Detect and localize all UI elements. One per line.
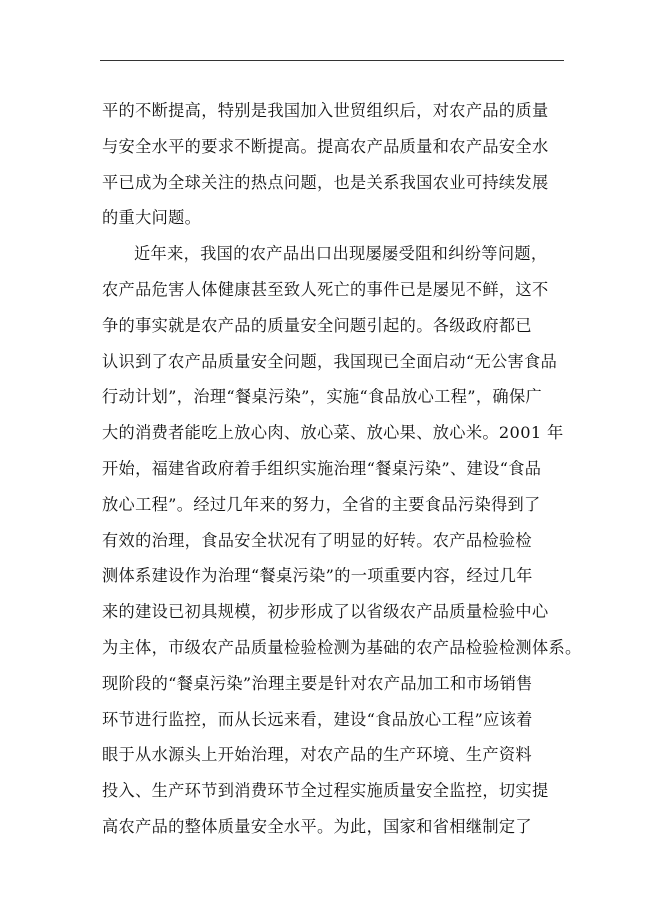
text-line: 有效的治理，食品安全状况有了明显的好转。农产品检验检 — [102, 530, 532, 550]
document-body — [102, 93, 582, 845]
text-line: 眼于从水源头上开始治理，对农产品的生产环境、生产资料 — [102, 745, 532, 765]
text-line: 的重大问题。 — [102, 208, 202, 228]
text-line: 平已成为全球关注的热点问题，也是关系我国农业可持续发展 — [102, 172, 549, 192]
text-line: 放心工程”。经过几年来的努力，全省的主要食品污染得到了 — [102, 494, 541, 514]
text-line: 大的消费者能吃上放心肉、放心菜、放心果、放心米。2001 年 — [102, 423, 564, 443]
text-line: 投入、生产环节到消费环节全过程实施质量安全监控，切实提 — [102, 781, 549, 801]
paragraph-start-line: 近年来，我国的农产品出口出现屡屡受阻和纠纷等问题， — [134, 244, 548, 264]
text-line: 行动计划”，治理“餐桌污染”，实施“食品放心工程”，确保广 — [102, 387, 543, 407]
text-line: 环节进行监控，而从长远来看，建设“食品放心工程”应该着 — [102, 709, 533, 729]
text-line: 来的建设已初具规模，初步形成了以省级农产品质量检验中心 — [102, 602, 549, 622]
header-rule — [100, 60, 564, 61]
text-line: 高农产品的整体质量安全水平。为此，国家和省相继制定了 — [102, 816, 532, 836]
text-line: 认识到了农产品质量安全问题，我国现已全面启动“无公害食品 — [102, 351, 558, 371]
text-line: 开始，福建省政府着手组织实施治理“餐桌污染”、建设“食品 — [102, 458, 542, 478]
text-line: 农产品危害人体健康甚至致人死亡的事件已是屡见不鲜，这不 — [102, 279, 549, 299]
text-line: 测体系建设作为治理“餐桌污染”的一项重要内容，经过几年 — [102, 566, 533, 586]
text-line: 为主体，市级农产品质量检验检测为基础的农产品检验检测体系。 — [102, 637, 582, 657]
text-line: 争的事实就是农产品的质量安全问题引起的。各级政府都已 — [102, 315, 532, 335]
text-line: 与安全水平的要求不断提高。提高农产品质量和农产品安全水 — [102, 136, 549, 156]
text-line: 现阶段的“餐桌污染”治理主要是针对农产品加工和市场销售 — [102, 673, 533, 693]
text-line: 平的不断提高，特别是我国加入世贸组织后，对农产品的质量 — [102, 101, 549, 120]
